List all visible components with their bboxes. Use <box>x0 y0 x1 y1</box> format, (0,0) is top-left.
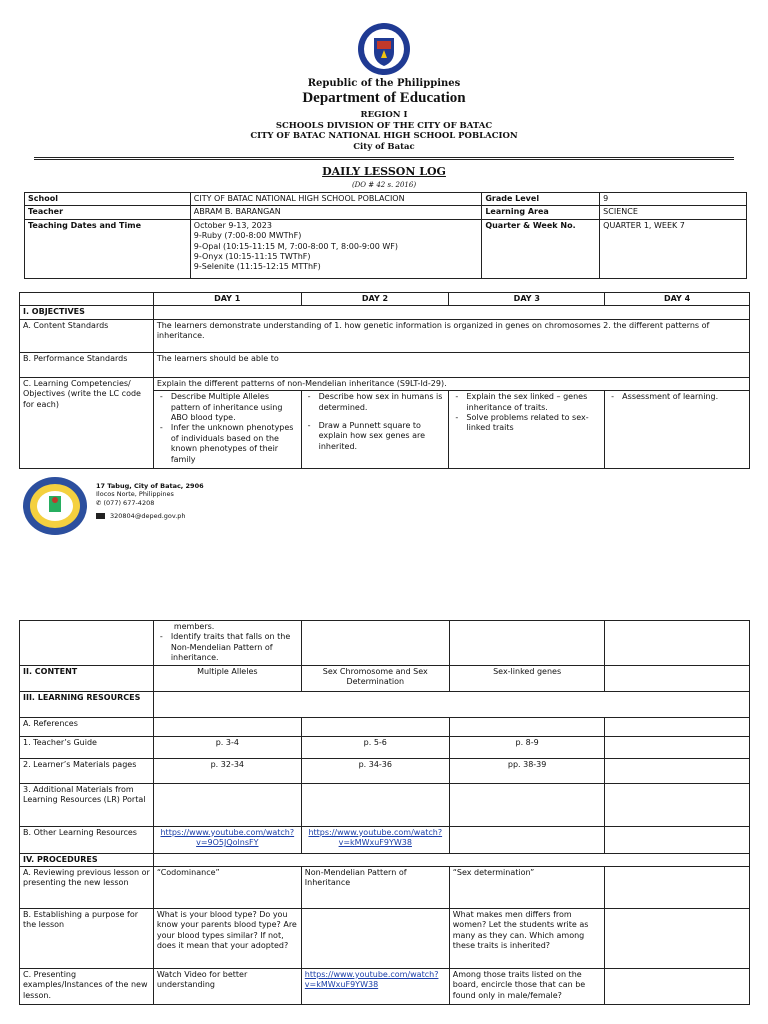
additional-materials-label: 3. Additional Materials from Learning Resources (LR) Portal <box>20 783 154 826</box>
procedure-a-day1: “Codominance” <box>153 866 301 908</box>
department-title: Department of Education <box>302 90 466 106</box>
content-standards-text: The learners demonstrate understanding of 1. how genetic information is organized in genes on chromosomes 2. the different patterns of inheritance. <box>153 319 749 352</box>
phone-number: (077) 677-4208 <box>103 498 155 507</box>
objective-item: - Infer the unknown phenotypes of individuals based on the known phenotypes of their family <box>157 423 298 465</box>
objective-item: - Describe how sex in humans is determined. <box>305 392 446 413</box>
objectives-table <box>19 292 750 469</box>
objective-item: - Assessment of learning. <box>608 392 746 402</box>
tg-day2: p. 5-6 <box>301 736 449 758</box>
dates-line: 9-Ruby (7:00-8:00 MWThF) <box>193 231 302 241</box>
dates-line: October 9-13, 2023 <box>193 220 272 230</box>
teacher-label: Teacher <box>25 206 191 219</box>
day2-objectives <box>301 391 449 469</box>
dates-line: 9-Selenite (11:15-12:15 MTThF) <box>193 262 321 272</box>
day1-objectives-cont <box>153 621 301 666</box>
city-line: City of Batac <box>353 142 415 152</box>
other-resources-label: B. Other Learning Resources <box>20 826 154 853</box>
dates-value <box>190 219 482 278</box>
footer-contact <box>96 482 204 521</box>
do-reference: (DO # 42 s. 2016) <box>351 181 417 189</box>
competencies-text: Explain the different patterns of non-Mendelian inheritance (S9LT-Id-29). <box>153 377 749 390</box>
day4-objectives <box>605 391 750 469</box>
dates-line: 9-Onyx (10:15-11:15 TWThF) <box>193 251 311 261</box>
procedure-a-day3: “Sex determination” <box>449 866 605 908</box>
content-day2: Sex Chromosome and Sex Determination <box>301 665 449 691</box>
procedure-b-label: B. Establishing a purpose for the lesson <box>20 908 154 968</box>
continued-text: members. <box>173 622 215 631</box>
quarter-value: QUARTER 1, WEEK 7 <box>600 219 747 278</box>
day3-objectives <box>449 391 605 469</box>
objective-item: - Draw a Punnett square to explain how sex genes are inherited. <box>305 421 446 452</box>
learners-materials-label: 2. Learner’s Materials pages <box>20 758 154 783</box>
youtube-link-1[interactable]: https://www.youtube.com/watch?v=9O5JQolnsFY <box>160 827 295 847</box>
procedure-b-day1: What is your blood type? Do you know your parents blood type? Are your blood types similar? If not, does it mean that your adopted? <box>153 908 301 968</box>
procedures-label: IV. PROCEDURES <box>20 853 154 866</box>
school-seal-icon <box>22 476 88 536</box>
school-label: School <box>25 193 191 206</box>
tg-day1: p. 3-4 <box>153 736 301 758</box>
header-divider <box>34 157 734 158</box>
objective-item: - Describe Multiple Alleles pattern of inheritance using ABO blood type. <box>157 392 298 423</box>
mail-icon <box>96 513 105 519</box>
grade-label: Grade Level <box>482 193 600 206</box>
dates-label: Teaching Dates and Time <box>25 219 191 278</box>
info-table <box>24 192 747 279</box>
content-label: II. CONTENT <box>20 665 154 691</box>
area-label: Learning Area <box>482 206 600 219</box>
competencies-label: C. Learning Competencies/ Objectives (write the LC code for each) <box>20 377 154 468</box>
lm-day2: p. 34-36 <box>301 758 449 783</box>
address-line: 17 Tabug, City of Batac, 2906 <box>96 482 204 490</box>
procedure-c-label: C. Presenting examples/Instances of the new lesson. <box>20 968 154 1004</box>
references-label: A. References <box>20 717 154 736</box>
performance-standards-label: B. Performance Standards <box>20 352 154 377</box>
performance-standards-text: The learners should be able to <box>153 352 749 377</box>
day-header: DAY 3 <box>449 293 605 306</box>
teachers-guide-label: 1. Teacher’s Guide <box>20 736 154 758</box>
dates-line: 9-Opal (10:15-11:15 M, 7:00-8:00 T, 8:00-9:00 WF) <box>193 241 398 251</box>
lm-day1: p. 32-34 <box>153 758 301 783</box>
email-address: 320804@deped.gov.ph <box>110 512 186 521</box>
procedure-b-day3: What makes men differs from women? Let the students write as many as they can. Which among these traits is inherited? <box>449 908 605 968</box>
objectives-heading: I. OBJECTIVES <box>20 306 154 319</box>
procedure-a-label: A. Reviewing previous lesson or presenting the new lesson <box>20 866 154 908</box>
procedure-c-day3: Among those traits listed on the board, encircle those that can be found only in male/female? <box>449 968 605 1004</box>
email-line <box>96 512 204 520</box>
area-value: SCIENCE <box>600 206 747 219</box>
quarter-label: Quarter & Week No. <box>482 219 600 278</box>
procedure-c-day1: Watch Video for better understanding <box>153 968 301 1004</box>
school-value: CITY OF BATAC NATIONAL HIGH SCHOOL POBLACION <box>190 193 482 206</box>
school-line: CITY OF BATAC NATIONAL HIGH SCHOOL POBLACION <box>250 131 518 141</box>
day-header: DAY 1 <box>153 293 301 306</box>
header-divider-2 <box>34 159 734 160</box>
objective-item: - Explain the sex linked – genes inheritance of traits. <box>452 392 601 413</box>
day1-objectives <box>153 391 301 469</box>
lm-day3: pp. 38-39 <box>449 758 605 783</box>
phone-icon: ✆ <box>96 498 104 507</box>
lesson-table <box>19 620 750 1005</box>
region-line: REGION I <box>360 110 408 120</box>
tg-day3: p. 8-9 <box>449 736 605 758</box>
document-title: DAILY LESSON LOG <box>322 165 446 178</box>
content-day1: Multiple Alleles <box>153 665 301 691</box>
youtube-link-3[interactable]: https://www.youtube.com/watch?v=kMWxuF9YW38 <box>304 969 439 990</box>
republic-line: Republic of the Philippines <box>307 78 461 89</box>
content-standards-label: A. Content Standards <box>20 319 154 352</box>
day-header: DAY 2 <box>301 293 449 306</box>
procedure-a-day2: Non-Mendelian Pattern of Inheritance <box>301 866 449 908</box>
objective-item: - Solve problems related to sex-linked traits <box>452 413 601 434</box>
grade-value: 9 <box>600 193 747 206</box>
day-header: DAY 4 <box>605 293 750 306</box>
learning-resources-label: III. LEARNING RESOURCES <box>20 691 154 717</box>
phone-line <box>96 499 204 507</box>
objective-item: - Identify traits that falls on the Non-Mendelian Pattern of inheritance. <box>157 632 298 663</box>
youtube-link-2[interactable]: https://www.youtube.com/watch?v=kMWxuF9YW38 <box>308 827 443 847</box>
content-day3: Sex-linked genes <box>449 665 605 691</box>
division-line: SCHOOLS DIVISION OF THE CITY OF BATAC <box>275 121 493 131</box>
deped-seal-icon <box>357 22 411 76</box>
address-line: Ilocos Norte, Philippines <box>96 490 174 499</box>
teacher-value: ABRAM B. BARANGAN <box>190 206 482 219</box>
